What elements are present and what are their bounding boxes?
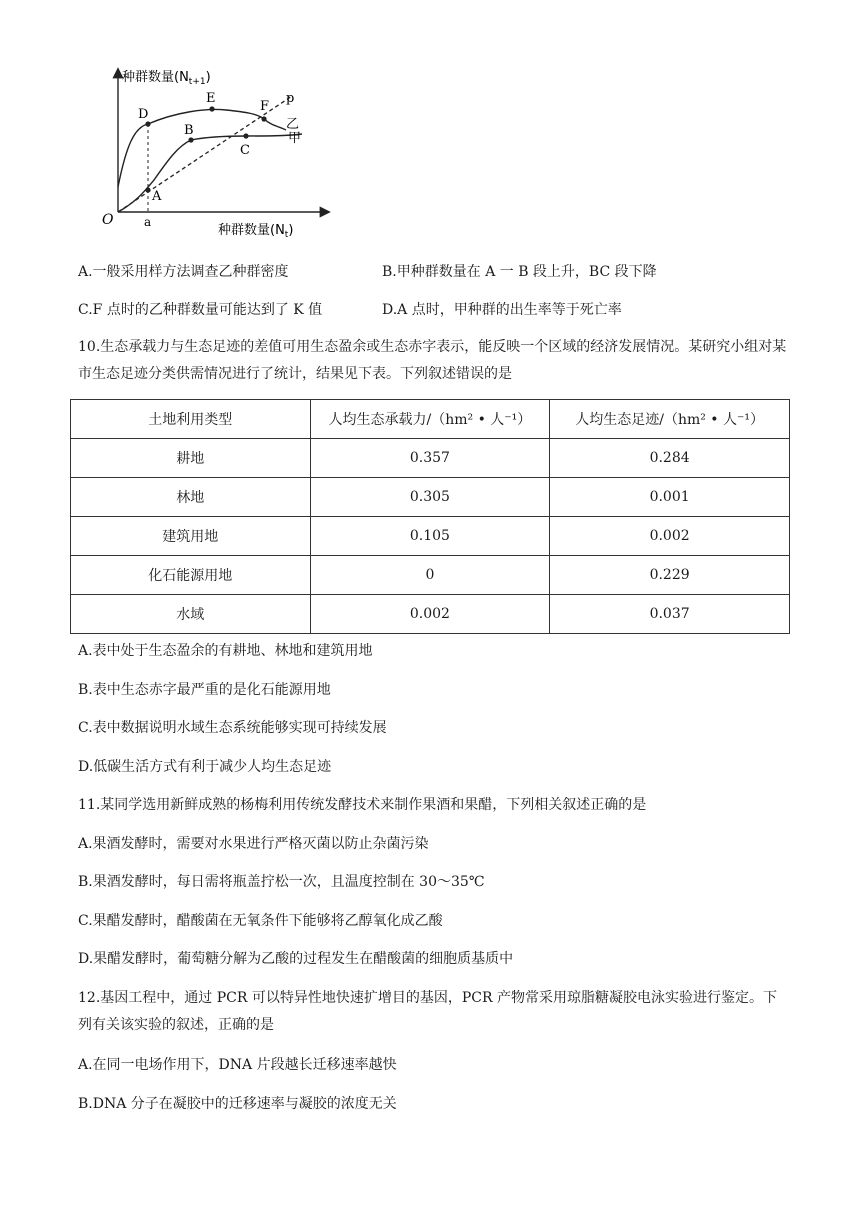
point-C-label: C bbox=[240, 143, 250, 158]
point-D-label: D bbox=[138, 107, 149, 122]
point-E bbox=[209, 106, 214, 111]
q10-option-c: C.表中数据说明水域生态系统能够实现可持续发展 bbox=[78, 720, 387, 736]
q11-option-a: A.果酒发酵时，需要对水果进行严格灭菌以防止杂菌污染 bbox=[78, 836, 429, 852]
table-cell: 0.002 bbox=[550, 517, 790, 556]
table-cell: 0.037 bbox=[550, 595, 790, 634]
x-axis-label: 种群数量$(N_t)$ bbox=[218, 223, 294, 240]
y-axis-label: 种群数量$(N_{t+1})$ bbox=[122, 70, 211, 87]
table-cell: 0 bbox=[310, 556, 550, 595]
table-cell: 0.357 bbox=[310, 439, 550, 478]
table-row bbox=[71, 439, 790, 478]
footprint-table bbox=[70, 399, 790, 634]
point-C bbox=[243, 133, 248, 138]
q10-option-d: D.低碳生活方式有利于减少人均生态足迹 bbox=[78, 759, 332, 775]
table-cell: 0.229 bbox=[550, 556, 790, 595]
table-row bbox=[71, 595, 790, 634]
table-cell: 0.105 bbox=[310, 517, 550, 556]
table-cell: 0.305 bbox=[310, 478, 550, 517]
q9-option-c: C.F 点时的乙种群数量可能达到了 K 值 bbox=[78, 302, 323, 318]
point-F-label: F bbox=[260, 99, 270, 114]
table-header-cell: 人均生态承载力/（hm² • 人⁻¹） bbox=[310, 400, 550, 439]
point-B bbox=[188, 137, 193, 142]
q11-stem: 11.某同学选用新鲜成熟的杨梅利用传统发酵技术来制作果酒和果醋，下列相关叙述正确的是 bbox=[78, 797, 647, 813]
table-cell: 林地 bbox=[71, 478, 311, 517]
table-cell: 0.002 bbox=[310, 595, 550, 634]
population-figure bbox=[96, 62, 336, 242]
table-cell: 化石能源用地 bbox=[71, 556, 311, 595]
table-cell: 建筑用地 bbox=[71, 517, 311, 556]
point-A-label: A bbox=[152, 189, 162, 204]
point-F bbox=[261, 116, 266, 121]
q10-option-b: B.表中生态赤字最严重的是化石能源用地 bbox=[78, 682, 331, 698]
table-row bbox=[71, 556, 790, 595]
table-cell: 0.001 bbox=[550, 478, 790, 517]
curve-yi-label: 乙 bbox=[286, 117, 300, 132]
q11-option-c: C.果醋发酵时，醋酸菌在无氧条件下能够将乙醇氧化成乙酸 bbox=[78, 913, 443, 929]
q9-option-d: D.A 点时，甲种群的出生率等于死亡率 bbox=[382, 302, 622, 318]
q9-option-b: B.甲种群数量在 A 一 B 段上升，BC 段下降 bbox=[382, 264, 657, 280]
origin-label: O bbox=[102, 212, 114, 228]
curve-p-label: p bbox=[286, 91, 295, 106]
point-D bbox=[145, 121, 150, 126]
q12-option-a: A.在同一电场作用下，DNA 片段越长迁移速率越快 bbox=[78, 1057, 397, 1073]
table-header-cell: 人均生态足迹/（hm² • 人⁻¹） bbox=[550, 400, 790, 439]
q11-option-b: B.果酒发酵时，每日需将瓶盖拧松一次，且温度控制在 30～35℃ bbox=[78, 874, 485, 890]
q11-option-d: D.果醋发酵时，葡萄糖分解为乙酸的过程发生在醋酸菌的细胞质基质中 bbox=[78, 951, 514, 967]
point-A bbox=[145, 187, 150, 192]
table-cell: 水域 bbox=[71, 595, 311, 634]
table-row bbox=[71, 478, 790, 517]
q12-stem: 12.基因工程中，通过 PCR 可以特异性地快速扩增目的基因，PCR 产物常采用琼脂糖凝胶电泳实验进行鉴定。下列有关该实验的叙述，正确的是 bbox=[78, 990, 777, 1033]
point-E-label: E bbox=[206, 91, 216, 106]
population-curve-graph bbox=[96, 62, 336, 242]
q9-option-a: A.一般采用样方法调查乙种群密度 bbox=[78, 264, 289, 280]
q10-stem: 10.生态承载力与生态足迹的差值可用生态盈余或生态赤字表示，能反映一个区域的经济发展情况。某研究小组对某市生态足迹分类供需情况进行了统计，结果见下表。下列叙述错误的是 bbox=[78, 339, 787, 382]
table-row bbox=[71, 517, 790, 556]
table-header-cell: 土地利用类型 bbox=[71, 400, 311, 439]
tick-a-label: a bbox=[144, 215, 152, 229]
point-B-label: B bbox=[184, 123, 194, 138]
q10-option-a: A.表中处于生态盈余的有耕地、林地和建筑用地 bbox=[78, 643, 373, 659]
q12-option-b: B.DNA 分子在凝胶中的迁移速率与凝胶的浓度无关 bbox=[78, 1096, 397, 1112]
table-header-row bbox=[71, 400, 790, 439]
curve-jia-label: 甲 bbox=[288, 131, 302, 146]
curve-jia bbox=[118, 134, 302, 212]
table-cell: 0.284 bbox=[550, 439, 790, 478]
table-cell: 耕地 bbox=[71, 439, 311, 478]
